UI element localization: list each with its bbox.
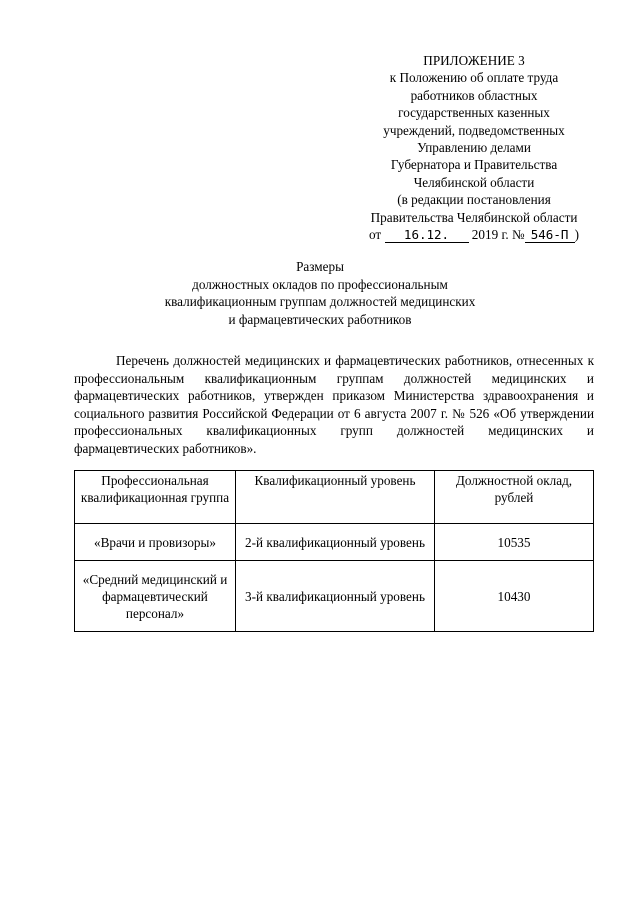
resolution-date-line bbox=[350, 226, 598, 243]
column-header-group: Профессиональная квалификационная группа bbox=[75, 471, 236, 524]
cell-salary: 10535 bbox=[435, 524, 594, 561]
appendix-line: Правительства Челябинской области bbox=[370, 209, 578, 225]
cell-group: «Врачи и провизоры» bbox=[75, 524, 236, 561]
from-prefix: от bbox=[369, 227, 382, 243]
year-text: 2019 г. № bbox=[471, 227, 525, 243]
handwritten-date: 16.12. bbox=[385, 228, 469, 243]
appendix-line: к Положению об оплате труда bbox=[389, 70, 559, 86]
appendix-line: Губернатора и Правительства bbox=[390, 157, 558, 173]
cell-group: «Средний медицинский и фармацевтический персонал» bbox=[75, 561, 236, 632]
table-header-row bbox=[75, 471, 594, 524]
handwritten-number: 546-П bbox=[525, 228, 575, 243]
appendix-line: Управлению делами bbox=[417, 140, 531, 156]
salary-table bbox=[74, 470, 594, 632]
appendix-line: (в редакции постановления bbox=[397, 192, 551, 208]
column-header-salary: Должностной оклад, рублей bbox=[435, 471, 594, 524]
table-row bbox=[75, 561, 594, 632]
body-paragraph: Перечень должностей медицинских и фармацевтических работников, отнесенных к профессиональным квалификационным группам должностей медицинских и фармацевтических работников, утвержден приказом Министерства здравоохранения и социального развития Российской Федерации от 6 августа 2007 г. № 526 «Об утверждении профессиональных квалификационных групп должностей медицинских и фармацевтических работников». bbox=[74, 353, 594, 456]
appendix-line: работников областных bbox=[410, 87, 538, 103]
title-line: и фармацевтических работников bbox=[228, 311, 412, 327]
appendix-line: учреждений, подведомственных bbox=[383, 122, 565, 138]
cell-salary: 10430 bbox=[435, 561, 594, 632]
appendix-line: ПРИЛОЖЕНИЕ 3 bbox=[423, 53, 525, 68]
title-line: квалификационным группам должностей медицинских bbox=[164, 294, 476, 310]
column-header-level: Квалификационный уровень bbox=[236, 471, 435, 524]
table-row bbox=[75, 524, 594, 561]
closing-paren: ) bbox=[574, 227, 579, 243]
appendix-line: государственных казенных bbox=[398, 105, 550, 121]
cell-level: 3-й квалификационный уровень bbox=[236, 561, 435, 632]
document-title bbox=[120, 258, 520, 328]
cell-level: 2-й квалификационный уровень bbox=[236, 524, 435, 561]
title-line: Размеры bbox=[296, 259, 344, 274]
title-line: должностных окладов по профессиональным bbox=[192, 276, 448, 292]
appendix-line: Челябинской области bbox=[413, 174, 535, 190]
appendix-header bbox=[350, 52, 598, 243]
